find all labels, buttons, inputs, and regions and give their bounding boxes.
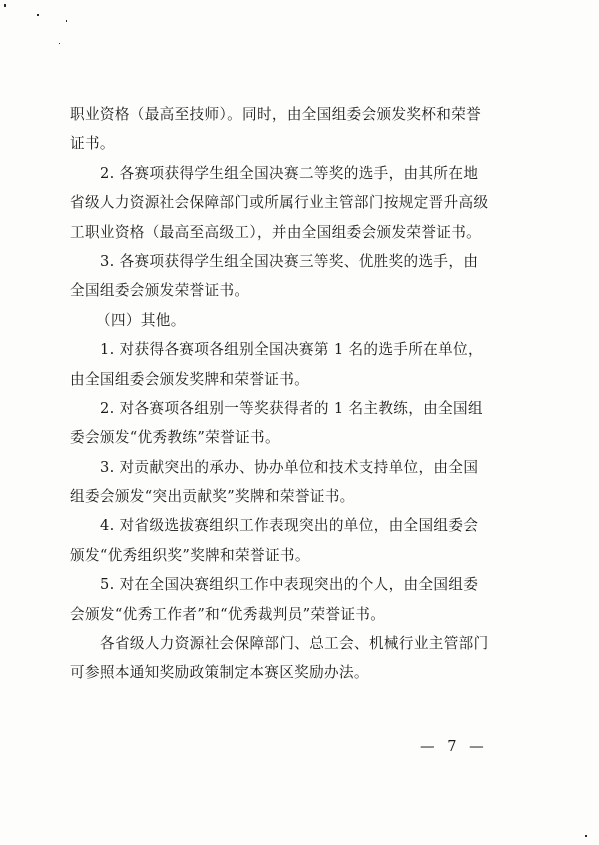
text-line: 证书。 (70, 135, 115, 153)
document-body (70, 100, 532, 688)
text-line: 工职业资格（最高至高级工），并由全国组委会颁发荣誉证书。 (70, 223, 482, 241)
text-line: 2. 对各赛项各组别一等奖获得者的 1 名主教练，由全国组 (100, 399, 483, 417)
scan-speck (585, 835, 587, 837)
text-line: 省级人力资源社会保障部门或所属行业主管部门按规定晋升高级 (70, 194, 489, 212)
scan-speck (4, 4, 6, 7)
text-line: 由全国组委会颁发奖牌和荣誉证书。 (70, 370, 310, 388)
text-line: 颁发“优秀组织奖”奖牌和荣誉证书。 (70, 546, 310, 564)
text-line: 3. 各赛项获得学生组全国决赛三等奖、优胜奖的选手，由 (100, 252, 479, 270)
text-line: 4. 对省级选拔赛组织工作表现突出的单位，由全国组委会 (100, 517, 479, 535)
text-line: 3. 对贡献突出的承办、协办单位和技术支持单位，由全国 (100, 458, 479, 476)
text-line: 职业资格（最高至技师）。同时，由全国组委会颁发奖杯和荣誉 (70, 106, 482, 123)
text-line: 可参照本通知奖励政策制定本赛区奖励办法。 (70, 664, 369, 682)
text-line: 委会颁发“优秀教练”荣誉证书。 (70, 429, 280, 447)
text-line: 各省级人力资源社会保障部门、总工会、机械行业主管部门 (100, 635, 489, 653)
page-number: — 7 — (420, 738, 488, 755)
text-line: 1. 对获得各赛项各组别全国决赛第 1 名的选手所在单位， (100, 341, 483, 359)
text-line: 5. 对在全国决赛组织工作中表现突出的个人，由全国组委 (100, 576, 479, 594)
text-line: 全国组委会颁发荣誉证书。 (70, 282, 250, 300)
text-line: 会颁发“优秀工作者”和“优秀裁判员”荣誉证书。 (70, 605, 386, 623)
scan-speck (37, 14, 39, 16)
text-line: 2. 各赛项获得学生组全国决赛二等奖的选手，由其所在地 (100, 164, 479, 182)
text-line: 组委会颁发“突出贡献奖”奖牌和荣誉证书。 (70, 488, 355, 506)
scan-speck (66, 20, 67, 22)
scan-speck (59, 43, 60, 44)
section-heading: （四）其他。 (96, 311, 186, 329)
